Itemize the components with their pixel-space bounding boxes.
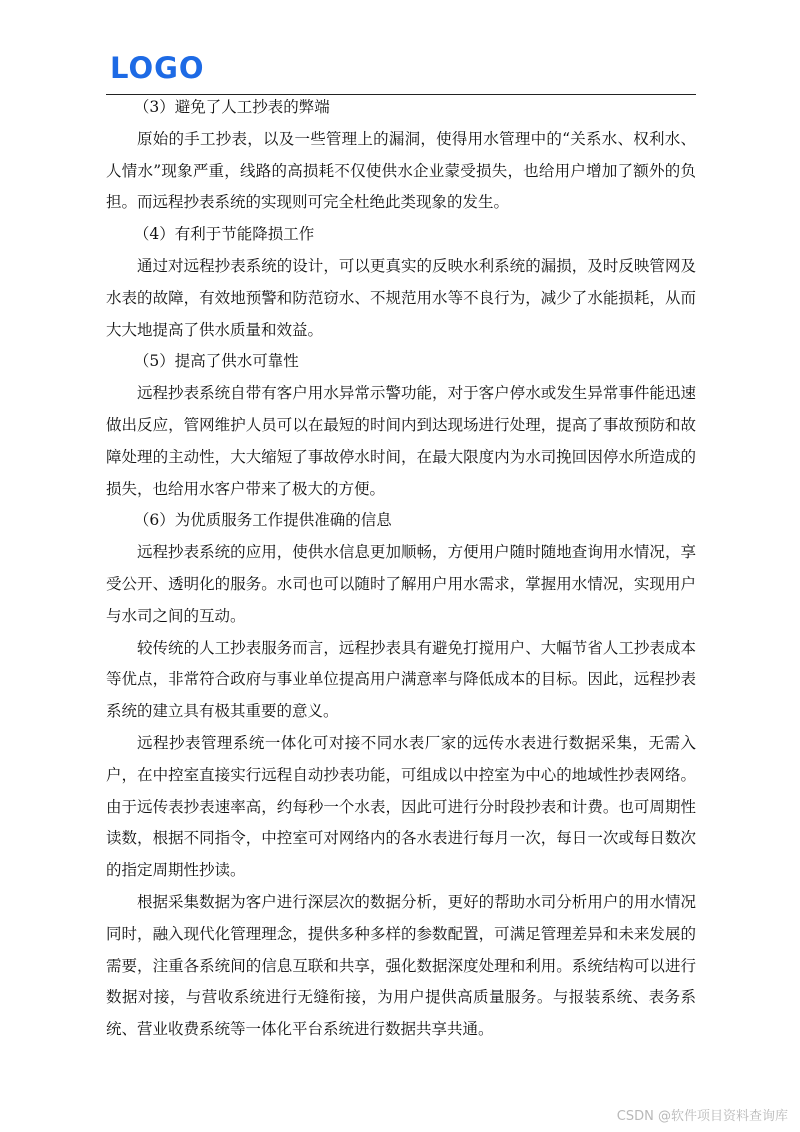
section-heading: （5）提高了供水可靠性 <box>133 352 299 371</box>
paragraph: 通过对远程抄表系统的设计，可以更真实的反映水利系统的漏损，及时反映管网及水表的故障，有效地预警和防范窃水、不规范用水等不良行为，减少了水能损耗，从而大大地提高了供水质量和效益。 <box>106 256 696 339</box>
paragraph: 远程抄表管理系统一体化可对接不同水表厂家的远传水表进行数据采集，无需入户，在中控室直接实行远程自动抄表功能，可组成以中控室为中心的地域性抄表网络。由于远传表抄表速率高，约每秒一个水表，因此可进行分时段抄表和计费。也可周期性读数，根据不同指令，中控室可对网络内的各水表进行每月一次，每日一次或每日数次的指定周期性抄读。 <box>106 733 696 880</box>
logo: LOGO <box>110 51 205 85</box>
section-heading: （3）避免了人工抄表的弊端 <box>133 98 330 116</box>
paragraph: 较传统的人工抄表服务而言，远程抄表具有避免打搅用户、大幅节省人工抄表成本等优点，非常符合政府与事业单位提高用户满意率与降低成本的目标。因此，远程抄表系统的建立具有极其重要的意义。 <box>106 638 696 721</box>
paragraph: 远程抄表系统的应用，使供水信息更加顺畅，方便用户随时随地查询用水情况，享受公开、透明化的服务。水司也可以随时了解用户用水需求，掌握用水情况，实现用户与水司之间的互动。 <box>106 543 696 625</box>
paragraph: 原始的手工抄表，以及一些管理上的漏洞，使得用水管理中的“关系水、权利水、人情水”现象严重，线路的高损耗不仅使供水企业蒙受损失，也给用户增加了额外的负担。而远程抄表系统的实现则可完全杜绝此类现象的发生。 <box>106 129 696 212</box>
section-heading: （4）有利于节能降损工作 <box>133 225 315 244</box>
section-heading: （6）为优质服务工作提供准确的信息 <box>133 511 392 530</box>
paragraph: 根据采集数据为客户进行深层次的数据分析，更好的帮助水司分析用户的用水情况同时，融入现代化管理理念，提供多种多样的参数配置，可满足管理差异和未来发展的需要，注重各系统间的信息互联和共享，强化数据深度处理和利用。系统结构可以进行数据对接，与营收系统进行无缝衔接，为用户提供高质量服务。与报装系统、表务系统、营业收费系统等一体化平台系统进行数据共享共通。 <box>106 892 696 1039</box>
watermark: CSDN @软件项目资料查询库 <box>616 1109 788 1124</box>
paragraph: 远程抄表系统自带有客户用水异常示警功能，对于客户停水或发生异常事件能迅速做出反应，管网维护人员可以在最短的时间内到达现场进行处理，提高了事故预防和故障处理的主动性，大大缩短了事故停水时间，在最大限度内为水司挽回因停水所造成的损失，也给用水客户带来了极大的方便。 <box>106 384 696 498</box>
document-body <box>106 92 696 1046</box>
